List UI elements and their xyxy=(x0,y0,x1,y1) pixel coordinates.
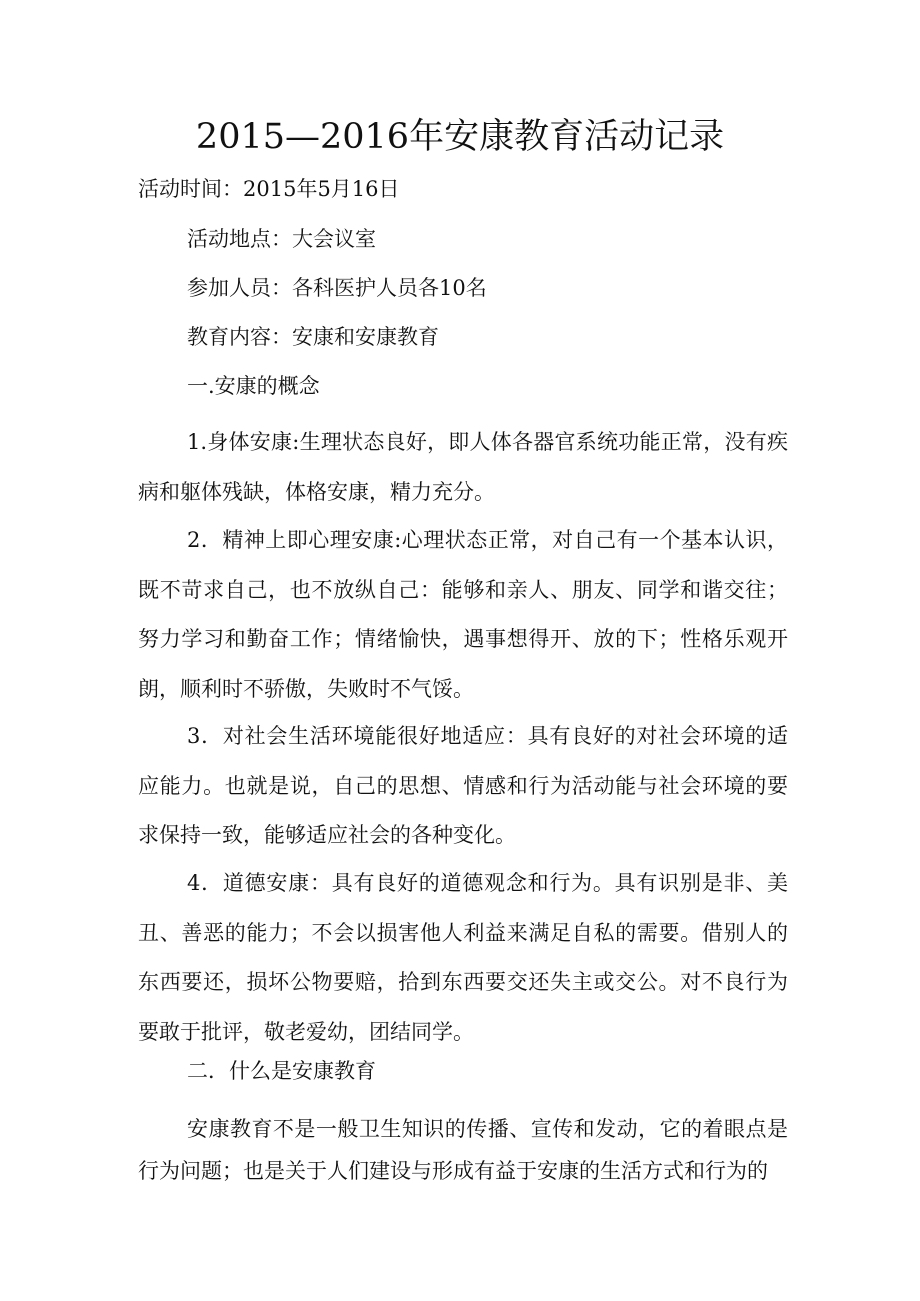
item-mental-health: 2．精神上即心理安康:心理状态正常，对自己有一个基本认识，既不苛求自己，也不放纵自己：能够和亲人、朋友、同学和谐交往；努力学习和勤奋工作；情绪愉快，遇事想得开、放的下；性格乐观开朗，顺利时不骄傲，失败时不气馁。 xyxy=(138,528,788,701)
activity-place: 活动地点：大会议室 xyxy=(187,227,376,251)
section-heading-concept: 一.安康的概念 xyxy=(187,374,320,398)
item-social-adaptation: 3．对社会生活环境能很好地适应：具有良好的对社会环境的适应能力。也就是说，自己的思想、情感和行为活动能与社会环境的要求保持一致，能够适应社会的各种变化。 xyxy=(138,724,788,847)
participants: 参加人员：各科医护人员各10名 xyxy=(187,276,487,300)
section-heading-education: 二．什么是安康教育 xyxy=(187,1059,376,1083)
item-physical-health: 1.身体安康:生理状态良好，即人体各器官系统功能正常，没有疾病和躯体残缺，体格安康，精力充分。 xyxy=(138,430,788,504)
education-content: 教育内容：安康和安康教育 xyxy=(187,325,439,349)
activity-time: 活动时间：2015年5月16日 xyxy=(138,177,400,201)
document-title: 2015—2016年安康教育活动记录 xyxy=(195,117,725,157)
item-moral-health: 4．道德安康：具有良好的道德观念和行为。具有识别是非、美丑、善恶的能力；不会以损害他人利益来满足自私的需要。借别人的东西要还，损坏公物要赔，拾到东西要交还失主或交公。对不良行为要敢于批评，敬老爱幼，团结同学。 xyxy=(138,871,788,1044)
section-education-paragraph: 安康教育不是一般卫生知识的传播、宣传和发动，它的着眼点是行为问题；也是关于人们建设与形成有益于安康的生活方式和行为的 xyxy=(138,1117,788,1183)
